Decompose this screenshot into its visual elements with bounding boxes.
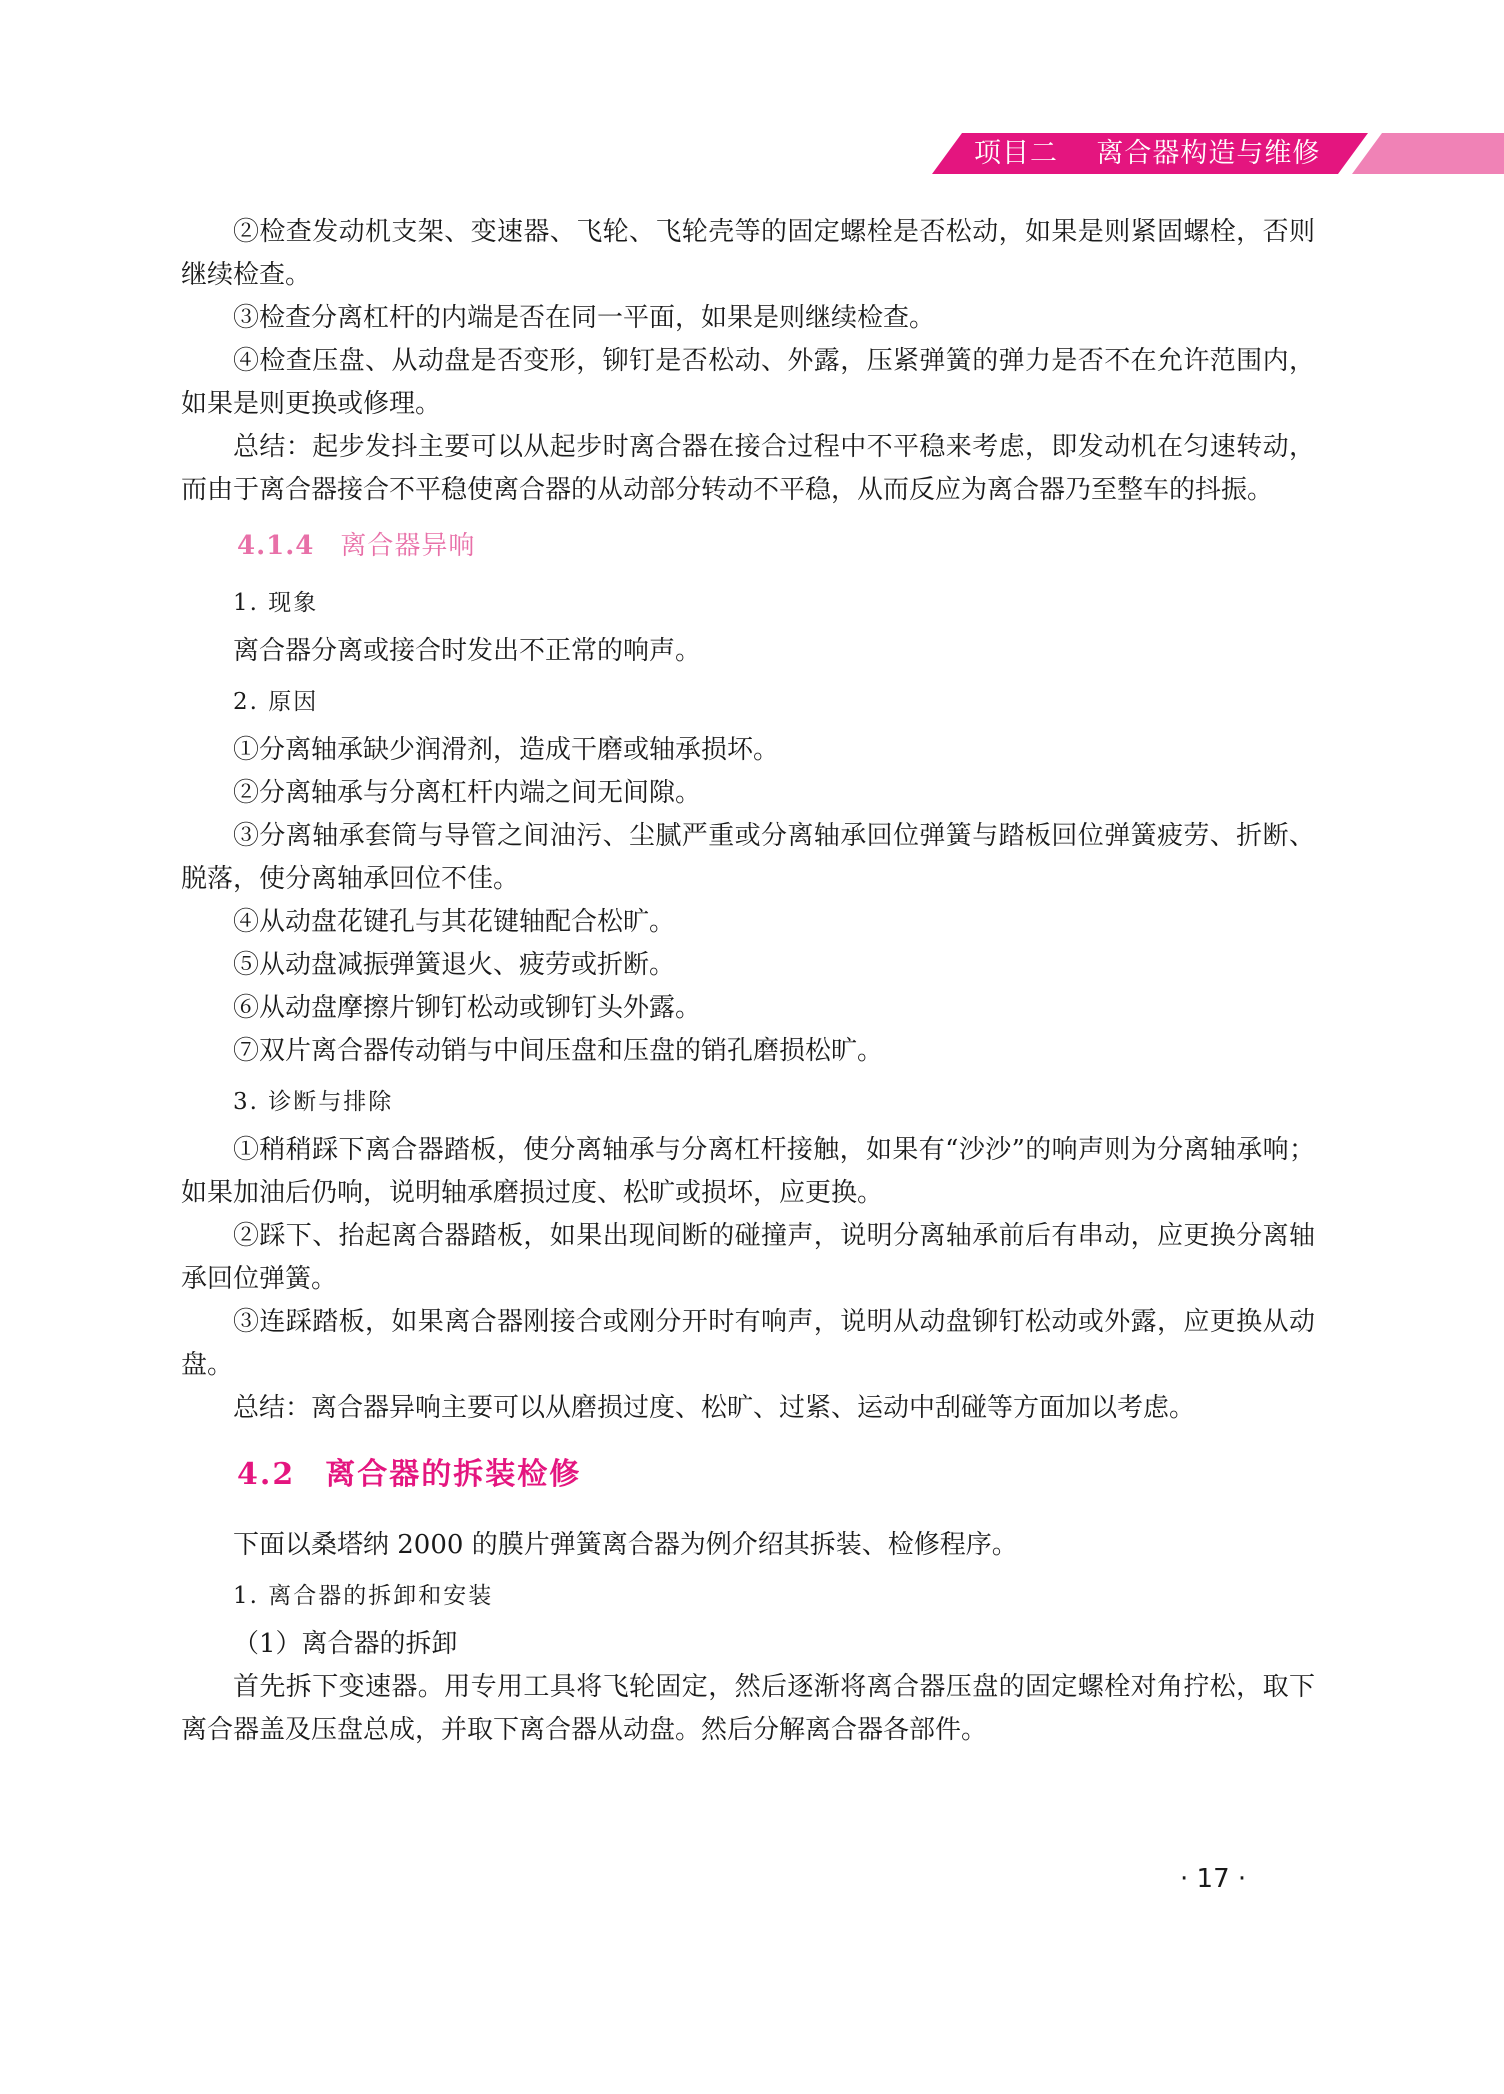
- page-content: [181, 211, 1315, 1752]
- header-tail: [1352, 133, 1504, 174]
- sub-subheading: （1）离合器的拆卸: [233, 1629, 458, 1659]
- paragraph: ③检查分离杠杆的内端是否在同一平面，如果是则继续检查。: [233, 303, 936, 333]
- paragraph: 首先拆下变速器。用专用工具将飞轮固定，然后逐渐将离合器压盘的固定螺栓对角拧松，取下离合器盖及压盘总成，并取下离合器从动盘。然后分解离合器各部件。: [181, 1672, 1315, 1745]
- paragraph: ②检查发动机支架、变速器、飞轮、飞轮壳等的固定螺栓是否松动，如果是则紧固螺栓，否则继续检查。: [181, 217, 1315, 290]
- section-title: 离合器异响: [340, 531, 476, 561]
- section-heading-4-1-4: [237, 526, 1315, 566]
- page-number: · 17 ·: [1180, 1864, 1247, 1894]
- summary-paragraph: 总结：起步发抖主要可以从起步时离合器在接合过程中不平稳来考虑，即发动机在匀速转动，而由于离合器接合不平稳使离合器的从动部分转动不平稳，从而反应为离合器乃至整车的抖振。: [181, 432, 1315, 505]
- paragraph: ④检查压盘、从动盘是否变形，铆钉是否松动、外露，压紧弹簧的弹力是否不在允许范围内，如果是则更换或修理。: [181, 346, 1315, 419]
- running-header: [932, 133, 1504, 174]
- section-number: 4.2: [237, 1457, 296, 1492]
- list-item: ④从动盘花键孔与其花键轴配合松旷。: [233, 907, 676, 937]
- paragraph: 离合器分离或接合时发出不正常的响声。: [233, 636, 702, 666]
- section-title: 离合器的拆装检修: [325, 1457, 582, 1492]
- section-number: 4.1.4: [237, 531, 315, 561]
- list-item: ⑦双片离合器传动销与中间压盘和压盘的销孔磨损松旷。: [233, 1036, 884, 1066]
- list-item: ⑥从动盘摩擦片铆钉松动或铆钉头外露。: [233, 993, 702, 1023]
- subheading-diagnosis: 3. 诊断与排除: [233, 1089, 394, 1115]
- section-heading-4-2: [237, 1452, 1315, 1498]
- subheading-disassembly: 1. 离合器的拆卸和安装: [233, 1583, 494, 1609]
- summary-paragraph: 总结：离合器异响主要可以从磨损过度、松旷、过紧、运动中刮碰等方面加以考虑。: [233, 1393, 1196, 1423]
- list-item: ②分离轴承与分离杠杆内端之间无间隙。: [233, 778, 702, 808]
- list-item: ③分离轴承套筒与导管之间油污、尘腻严重或分离轴承回位弹簧与踏板回位弹簧疲劳、折断、脱落，使分离轴承回位不佳。: [181, 821, 1315, 894]
- list-item: ⑤从动盘减振弹簧退火、疲劳或折断。: [233, 950, 676, 980]
- paragraph: 下面以桑塔纳 2000 的膜片弹簧离合器为例介绍其拆装、检修程序。: [233, 1530, 1018, 1560]
- subheading-phenomenon: 1. 现象: [233, 590, 319, 616]
- header-title: 项目二 离合器构造与维修: [974, 138, 1321, 169]
- list-item: ③连踩踏板，如果离合器刚接合或刚分开时有响声，说明从动盘铆钉松动或外露，应更换从动盘。: [181, 1307, 1315, 1380]
- list-item: ①分离轴承缺少润滑剂，造成干磨或轴承损坏。: [233, 735, 780, 765]
- subheading-cause: 2. 原因: [233, 689, 319, 715]
- list-item: ①稍稍踩下离合器踏板，使分离轴承与分离杠杆接触，如果有“沙沙”的响声则为分离轴承响；如果加油后仍响，说明轴承磨损过度、松旷或损坏，应更换。: [181, 1135, 1315, 1208]
- list-item: ②踩下、抬起离合器踏板，如果出现间断的碰撞声，说明分离轴承前后有串动，应更换分离轴承回位弹簧。: [181, 1221, 1315, 1294]
